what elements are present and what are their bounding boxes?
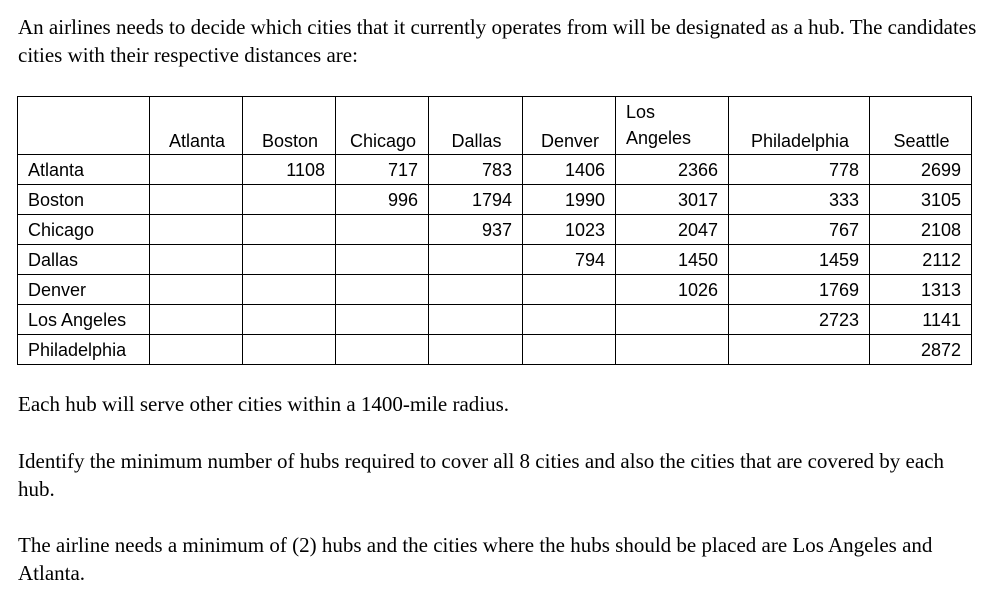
table-cell: 1406 — [523, 155, 616, 185]
table-cell: 2699 — [870, 155, 972, 185]
table-cell — [616, 335, 729, 365]
table-cell — [150, 185, 243, 215]
table-cell: 1023 — [523, 215, 616, 245]
table-row — [18, 305, 972, 335]
row-header: Atlanta — [18, 155, 150, 185]
column-header: Los Angeles — [616, 97, 729, 155]
table-cell — [150, 155, 243, 185]
table-cell: 333 — [729, 185, 870, 215]
table-cell: 1026 — [616, 275, 729, 305]
table-cell — [336, 305, 429, 335]
table-cell: 2112 — [870, 245, 972, 275]
table-cell: 1108 — [243, 155, 336, 185]
table-cell: 2872 — [870, 335, 972, 365]
table-cell: 1769 — [729, 275, 870, 305]
table-cell: 1990 — [523, 185, 616, 215]
row-header: Philadelphia — [18, 335, 150, 365]
row-header: Los Angeles — [18, 305, 150, 335]
table-cell — [243, 335, 336, 365]
table-cell: 2366 — [616, 155, 729, 185]
row-header: Denver — [18, 275, 150, 305]
table-cell: 783 — [429, 155, 523, 185]
column-header: Chicago — [336, 97, 429, 155]
row-header: Dallas — [18, 245, 150, 275]
table-cell — [523, 275, 616, 305]
table-row — [18, 155, 972, 185]
table-cell — [150, 245, 243, 275]
table-cell: 767 — [729, 215, 870, 245]
table-header-row — [18, 97, 972, 155]
table-cell — [729, 335, 870, 365]
intro-paragraph: An airlines needs to decide which cities that it currently operates from will be designated as a hub. The candidates cities with their respective distances are: — [18, 15, 977, 67]
table-cell: 1450 — [616, 245, 729, 275]
distance-table — [17, 96, 972, 365]
table-cell: 1794 — [429, 185, 523, 215]
column-header: Atlanta — [150, 97, 243, 155]
table-cell — [336, 275, 429, 305]
column-header: Denver — [523, 97, 616, 155]
table-cell — [150, 335, 243, 365]
table-cell: 996 — [336, 185, 429, 215]
table-cell: 794 — [523, 245, 616, 275]
table-cell — [150, 215, 243, 245]
table-cell — [429, 305, 523, 335]
table-cell: 937 — [429, 215, 523, 245]
table-row — [18, 185, 972, 215]
table-row — [18, 335, 972, 365]
table-cell — [429, 335, 523, 365]
table-cell: 2723 — [729, 305, 870, 335]
table-cell: 1141 — [870, 305, 972, 335]
table-cell — [336, 335, 429, 365]
radius-paragraph: Each hub will serve other cities within a 1400-mile radius. — [18, 392, 510, 416]
row-header: Boston — [18, 185, 150, 215]
table-cell — [243, 275, 336, 305]
table-cell: 3017 — [616, 185, 729, 215]
table-cell — [336, 215, 429, 245]
table-cell: 1459 — [729, 245, 870, 275]
table-cell — [243, 245, 336, 275]
table-cell — [523, 305, 616, 335]
table-cell: 1313 — [870, 275, 972, 305]
table-row — [18, 245, 972, 275]
column-header: Dallas — [429, 97, 523, 155]
table-cell: 3105 — [870, 185, 972, 215]
table-cell — [243, 305, 336, 335]
table-cell: 778 — [729, 155, 870, 185]
table-cell: 2047 — [616, 215, 729, 245]
table-cell — [243, 185, 336, 215]
task-paragraph: Identify the minimum number of hubs required to cover all 8 cities and also the cities that are covered by each hub. — [18, 449, 945, 501]
table-corner-cell — [18, 97, 150, 155]
table-cell — [429, 245, 523, 275]
table-cell — [336, 245, 429, 275]
table-cell: 2108 — [870, 215, 972, 245]
row-header: Chicago — [18, 215, 150, 245]
table-cell — [616, 305, 729, 335]
table-cell — [150, 305, 243, 335]
table-row — [18, 275, 972, 305]
table-cell — [150, 275, 243, 305]
column-header: Boston — [243, 97, 336, 155]
column-header: Philadelphia — [729, 97, 870, 155]
table-cell — [523, 335, 616, 365]
column-header: Seattle — [870, 97, 972, 155]
answer-paragraph: The airline needs a minimum of (2) hubs and the cities where the hubs should be placed are Los Angeles and Atlanta. — [18, 533, 933, 585]
table-row — [18, 215, 972, 245]
table-cell — [429, 275, 523, 305]
table-cell: 717 — [336, 155, 429, 185]
table-cell — [243, 215, 336, 245]
